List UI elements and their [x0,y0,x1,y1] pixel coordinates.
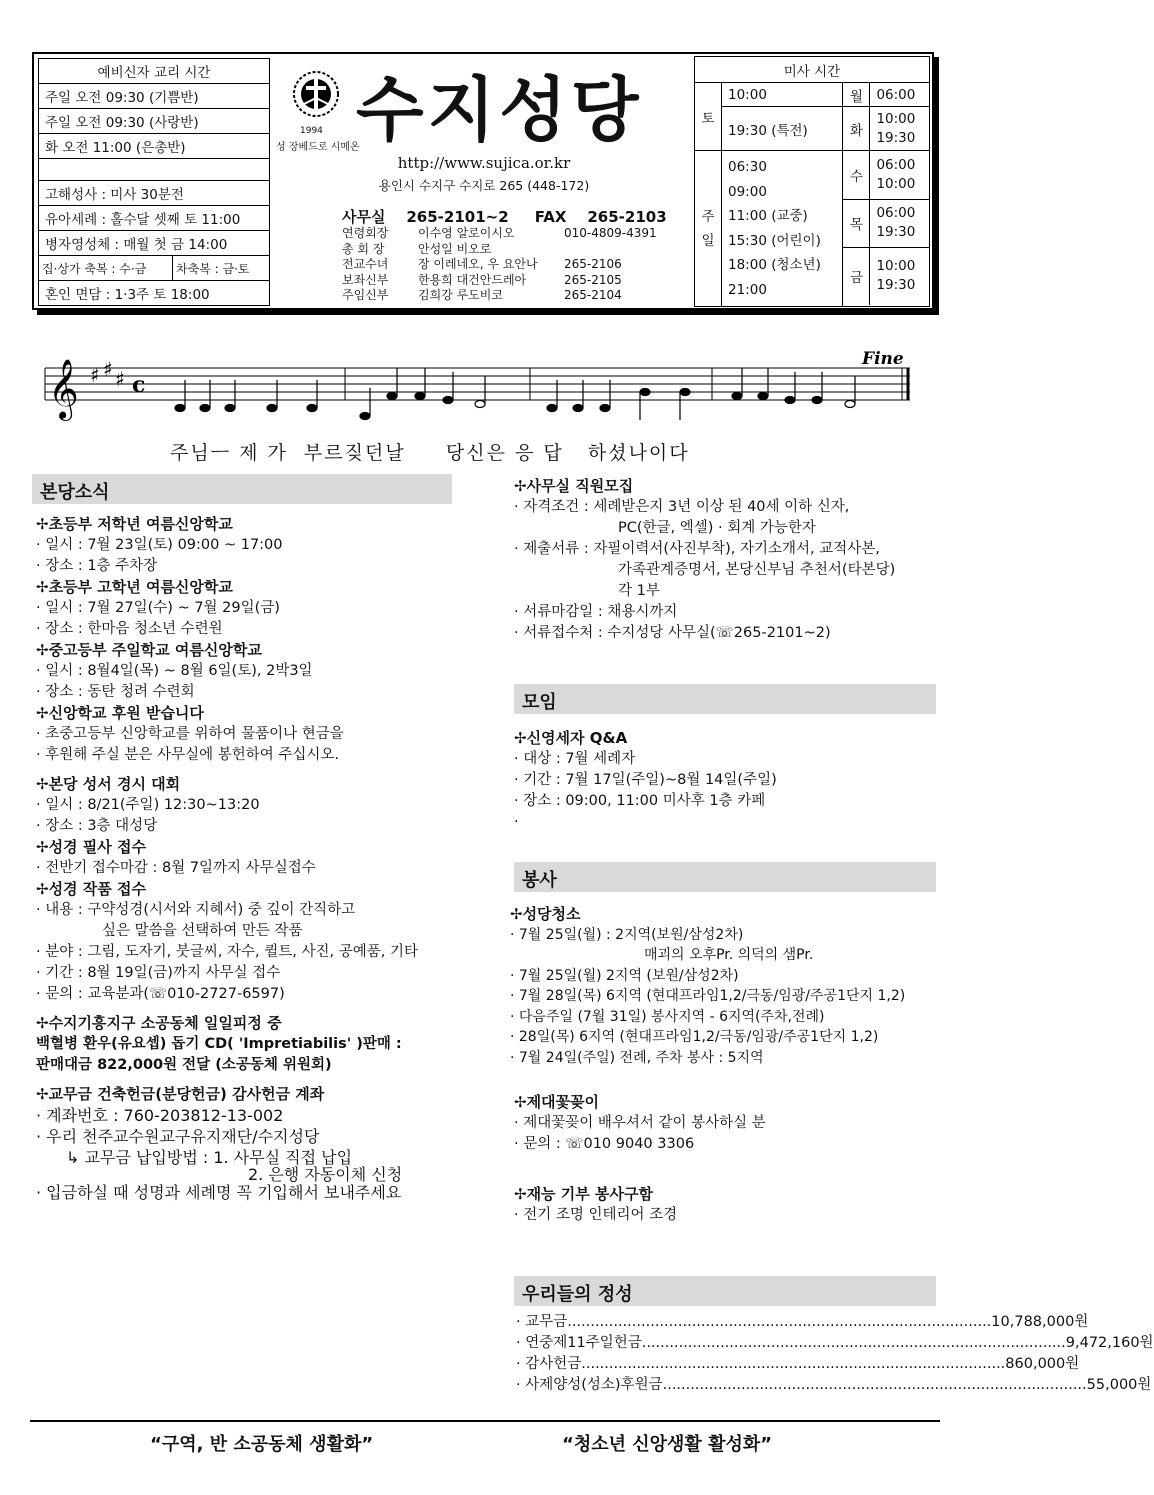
talent-item: ✢재능 기부 봉사구함 · 전기 조명 인테리어 조경 [514,1185,678,1223]
sharp-icon: ♯ [103,357,113,381]
logo-name: 성 장베드로 시메온 [276,142,360,153]
staff-row: 총 회 장 안성일 비오로 [342,241,492,256]
meeting-item: ✢신영세자 Q&A · 대상 : 7월 세례자 · 기간 : 7월 17일(주일)~8월 14일(주일) · 장소 : 09:00, 11:00 미사후 1층 카페 · [514,729,777,830]
catechism-row: 주일 오전 09:30 (사랑반) [39,109,270,134]
staff-row: 전교수녀 장 이레네오, 우 요안나 265-2106 [342,257,622,272]
news-item: ✢초등부 저학년 여름신앙학교 · 일시 : 7월 23일(토) 09:00 ~ 17:00 · 장소 : 1층 주차장 [36,515,283,574]
cleaning-item: ✢성당청소 · 7월 25일(월) : 2지역(보원/삼성2차) 매괴의 오후Pr. 의덕의 샘Pr. · 7월 25일(월) 2지역 (보원/삼성2차) · 7월 28일(목) 6지역 (현대프라임1,2/극동/임광/주공1단지 1,2) · 다음주일 (7월 31일) 봉사지역 - 6지역(주차,전례) · 28일(목) 6지역 (현대프라임1,2/극동/임광/주공1단지 1,2) · 7월 24일(주일) 전례, 주차 봉사 : 5지역 [510,905,906,1066]
common-time-icon: c [132,372,146,398]
section-parish-news: 본당소식 [32,474,452,504]
staff-row: 연령회장 이수영 알로이시오 010-4809-4391 [342,226,657,240]
mass-title: 미사 시간 [695,57,930,83]
weekday-block [843,151,930,307]
parish-url[interactable]: http://www.sujica.or.kr [397,154,571,172]
baptism-row: 유아세례 : 홀수달 셋째 토 11:00 [39,206,270,231]
mass-time: 10:00 [722,83,843,107]
sunday-mass-times: 06:30 09:00 11:00 (교중) 15:30 (어린이) 18:00 (청소년) 21:00 [722,151,843,307]
section-meeting: 모임 [514,684,936,714]
logo-year: 1994 [300,126,323,136]
office-phone: 사무실 265-2101~2 FAX 265-2103 [342,208,667,226]
section-service: 봉사 [514,862,936,892]
bible-works-item: ✢성경 작품 접수 · 내용 : 구약성경(시서와 지혜서) 중 깊이 간직하고 싶은 말씀을 선택하여 만든 작품 · 분야 : 그림, 도자기, 붓글씨, 자수, 퀼트, 사진, 공예품, 기타 · 기간 : 8월 19일(금)까지 사무실 접수 · 문의 : 교육분과(☏010-2727-6597) [36,880,418,1002]
song-lyrics: 주님ㅡ 제 가 부르짖던날 당신은 응 답 하셨나이다 [170,442,690,464]
car-blessing-cell: 차축복 : 금·토 [173,256,270,281]
offering-row: · 사제양성(성소)후원금 ............................................................................................ 55,000원 [516,1377,1152,1393]
saturday-label: 토 [695,83,722,151]
offering-row: · 감사헌금 ............................................................................................ 860,000원 [516,1356,1080,1372]
footer-divider [30,1420,940,1422]
weekday-label: 월 [843,83,870,107]
header-shadow [37,310,939,315]
sharp-icon: ♯ [90,363,100,387]
offerings-list [516,1312,1154,1396]
confession-row: 고해성사 : 미사 30분전 [39,181,270,206]
parish-address: 용인시 수지구 수지로 265 (448-172) [378,178,590,193]
header-center [272,54,696,308]
staff-row: 보좌신부 한용희 대건안드레아 265-2105 [342,272,622,287]
slogan-left: “구역, 반 소공동체 생활화” [150,1434,374,1455]
news-item: ✢중고등부 주일학교 여름신앙학교 · 일시 : 8월4일(목) ~ 8월 6일(토), 2박3일 · 장소 : 동탄 청려 수련회 [36,641,313,700]
sunday-label: 주일 [695,151,722,307]
catechism-row: 화 오전 11:00 (은총반) [39,134,270,159]
sick-communion-row: 병자영성체 : 매월 첫 금 14:00 [39,231,270,256]
recruit-item: ✢사무실 직원모집 · 자격조건 : 세례받은지 3년 이상 된 40세 이하 신자, PC(한글, 엑셀) · 회계 가능한자 · 제출서류 : 자필이력서(사진부착), 자기소개서, 교적사본, 가족관계증명서, 본당신부님 추천서(타본당) 각 1부 · 서류마감일 : 채용시까지 · 서류접수처 : 수지성당 사무실(☏265-2101~2) [514,477,896,641]
sharp-icon: ♯ [115,367,125,391]
empty-row [39,159,270,181]
treble-clef-icon: 𝄞 [48,359,79,419]
marriage-row: 혼인 면담 : 1·3주 토 18:00 [39,281,270,306]
parish-logo-icon [290,64,342,128]
mass-time: 19:30 (특전) [722,107,843,151]
catechism-row: 주일 오전 09:30 (기쁨반) [39,84,270,109]
mass-time: 06:00 [870,83,930,107]
news-item: ✢신앙학교 후원 받습니다 · 초중고등부 신앙학교를 위하여 물품이나 현금을 · 후원해 주실 분은 사무실에 봉헌하여 주십시오. [36,704,344,763]
bulletin-header [32,52,934,310]
section-offerings: 우리들의 정성 [514,1276,936,1306]
staff-row: 주임신부 김희강 루도비코 265-2104 [342,288,622,303]
catechism-title: 예비신자 교리 시간 [39,59,270,84]
staff-list [342,226,657,304]
news-item: ✢성경 필사 접수 · 전반기 접수마감 : 8월 7일까지 사무실접수 [36,838,316,876]
fine-mark: Fine [862,349,904,369]
offering-row: · 연중제11주일헌금 ............................................................................................ 9,472,160원 [516,1335,1154,1351]
flowers-item: ✢제대꽃꽂이 · 제대꽃꽂이 배우셔서 같이 봉사하실 분 · 문의 : ☏010 9040 3306 [514,1093,766,1152]
donation-item: ✢수지기흥지구 소공동체 일일피정 중 백혈병 환우(유요셉) 돕기 CD( 'Impretiabilis' )판매 : 판매대금 822,000원 전달 (소공동체 위원회) [36,1014,402,1073]
weekday-label: 화 [843,107,870,151]
slogan-right: “청소년 신앙생활 활성화” [562,1434,773,1455]
header-shadow [934,57,939,315]
news-item: ✢초등부 고학년 여름신앙학교 · 일시 : 7월 27일(수) ~ 7월 29일(금) · 장소 : 한마음 청소년 수련원 [36,578,280,637]
account-item: ✢교무금 건축헌금(분당헌금) 감사헌금 계좌 · 계좌번호 : 760-203812-13-002 · 우리 천주교수원교구유지재단/수지성당 ↳ 교무금 납입방법 : 1. 사무실 직접 납입 2. 은행 자동이체 신청 · 입금하실 때 성명과 세례명 꼭 기입해서 보내주세요 [36,1085,403,1202]
mass-times-table [694,56,930,307]
parish-title: 수지성당 [356,69,643,151]
house-blessing-cell: 집·상가 축복 : 수·금 [39,256,173,281]
parish-news-column [36,514,466,1203]
news-item: ✢본당 성서 경시 대회 · 일시 : 8/21(주일) 12:30~13:20 · 장소 : 3층 대성당 [36,775,260,834]
weekday-subtable: 수 06:00 10:00 목 06:00 19:30 금 10:00 19:30 [843,151,929,305]
offering-row: · 교무금 ............................................................................................ 10,788,000원 [516,1314,1089,1330]
schedule-table-left [38,58,270,306]
mass-times: 10:00 19:30 [870,107,930,151]
